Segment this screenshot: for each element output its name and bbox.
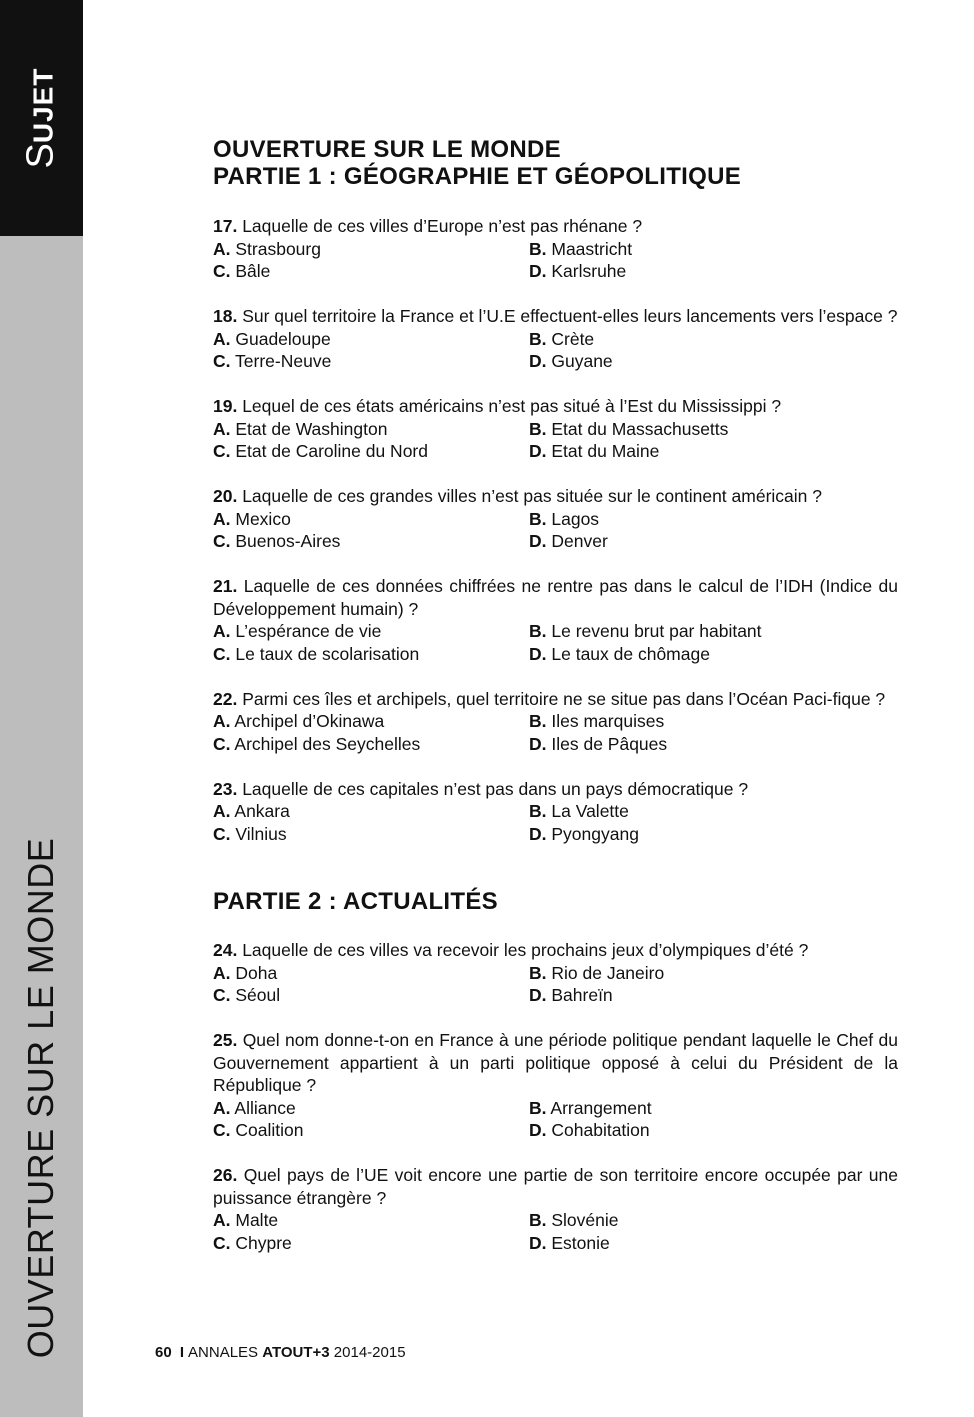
answer-letter: C. [213, 643, 231, 664]
answer-letter: C. [213, 733, 231, 754]
question-body: Sur quel territoire la France et l’U.E effectuent-elles leurs lancements vers l’espace ? [242, 306, 898, 326]
answer-option-d [529, 530, 898, 553]
sujet-label-rest: UJET [27, 67, 59, 144]
answer-option-d [529, 643, 898, 666]
answer-option-b [529, 1097, 898, 1120]
answer-letter: D. [529, 1120, 547, 1140]
answer-letter: C. [213, 441, 231, 461]
answer-letter: B. [529, 711, 547, 731]
answer-text: Guyane [551, 351, 613, 371]
answer-options [213, 620, 898, 665]
answer-letter: D. [529, 1232, 547, 1253]
answer-option-d [529, 260, 898, 283]
question-body: Laquelle de ces données chiffrées ne rentre pas dans le calcul de l’IDH (Indice du Développement humain) ? [213, 576, 898, 619]
answer-text: Ankara [234, 801, 290, 821]
answer-options [213, 238, 898, 283]
question-24 [213, 939, 898, 1007]
answer-text: Le taux de scolarisation [235, 643, 420, 664]
answer-option-c [213, 823, 529, 846]
answer-option-d [529, 1232, 898, 1255]
answer-option-b [529, 238, 898, 261]
answer-option-a [213, 710, 529, 733]
answer-letter: B. [529, 801, 547, 821]
answer-text: Alliance [234, 1097, 296, 1118]
question-20 [213, 485, 898, 553]
answer-letter: A. [213, 801, 231, 821]
answer-option-d [529, 984, 898, 1007]
answer-option-d [529, 823, 898, 846]
answer-option-a [213, 800, 529, 823]
answer-letter: C. [213, 823, 231, 844]
answer-letter: B. [529, 508, 547, 529]
question-number: 24. [213, 940, 238, 960]
question-19 [213, 395, 898, 463]
question-number: 21. [213, 576, 238, 596]
answer-letter: A. [213, 1097, 231, 1118]
vertical-section-title: OUVERTURE SUR LE MONDE [20, 837, 61, 1359]
answer-letter: C. [213, 985, 231, 1005]
answer-text: Karlsruhe [551, 261, 627, 281]
answer-option-a [213, 1097, 529, 1120]
question-body: Laquelle de ces grandes villes n’est pas située sur le continent américain ? [242, 486, 822, 506]
answer-text: Le revenu brut par habitant [551, 621, 762, 641]
question-text [213, 1164, 898, 1209]
question-number: 18. [213, 306, 238, 326]
question-body: Laquelle de ces villes d’Europe n’est pas rhénane ? [242, 216, 643, 236]
answer-text: Bâle [235, 261, 271, 281]
answer-text: Iles de Pâques [551, 733, 668, 754]
page-number: 60 [155, 1344, 172, 1361]
question-text [213, 1029, 898, 1097]
answer-text: Iles marquises [551, 711, 665, 731]
answer-options [213, 418, 898, 463]
answer-letter: C. [213, 1120, 231, 1140]
answer-option-c [213, 643, 529, 666]
answer-option-c [213, 530, 529, 553]
sujet-label-cap: S [19, 143, 62, 169]
answer-text: Lagos [551, 508, 600, 529]
answer-letter: A. [213, 238, 231, 259]
question-number: 17. [213, 216, 238, 236]
answer-text: Séoul [235, 985, 281, 1005]
answer-text: Buenos-Aires [235, 531, 341, 551]
question-number: 25. [213, 1030, 238, 1050]
question-17 [213, 215, 898, 283]
answer-option-c [213, 260, 529, 283]
answer-letter: C. [213, 261, 231, 281]
part1-question-list [213, 215, 898, 845]
page-footer [155, 1344, 406, 1362]
answer-options [213, 1097, 898, 1142]
answer-option-c [213, 733, 529, 756]
question-25 [213, 1029, 898, 1142]
answer-letter: B. [529, 418, 547, 439]
question-text [213, 575, 898, 620]
answer-text: Le taux de chômage [551, 643, 710, 664]
answer-text: Estonie [551, 1232, 610, 1253]
answer-letter: A. [213, 418, 231, 439]
question-number: 23. [213, 778, 238, 799]
answer-text: Pyongyang [551, 823, 639, 844]
question-21 [213, 575, 898, 665]
footer-separator: I [179, 1344, 185, 1361]
answer-text: Chypre [235, 1232, 292, 1253]
answer-letter: B. [529, 1097, 547, 1118]
answer-letter: A. [213, 711, 231, 731]
answer-option-b [529, 328, 898, 351]
answer-option-a [213, 328, 529, 351]
answer-options [213, 962, 898, 1007]
answer-letter: A. [213, 508, 231, 529]
answer-letter: D. [529, 985, 547, 1005]
page-heading [213, 136, 898, 190]
footer-brand: ATOUT+3 [262, 1344, 330, 1361]
answer-letter: A. [213, 621, 231, 641]
answer-text: Guadeloupe [235, 328, 331, 349]
question-number: 19. [213, 396, 238, 416]
answer-letter: D. [529, 643, 547, 664]
answer-text: Etat du Massachusetts [551, 418, 729, 439]
answer-option-d [529, 733, 898, 756]
answer-letter: D. [529, 261, 547, 281]
answer-text: Bahreïn [551, 985, 613, 1005]
question-body: Lequel de ces états américains n’est pas situé à l’Est du Mississippi ? [242, 396, 782, 416]
answer-option-b [529, 508, 898, 531]
answer-option-c [213, 440, 529, 463]
question-26 [213, 1164, 898, 1254]
sujet-label [20, 68, 63, 169]
answer-option-b [529, 418, 898, 441]
answer-text: Etat de Washington [235, 418, 388, 439]
footer-annales: ANNALES [188, 1344, 259, 1361]
answer-letter: D. [529, 351, 547, 371]
answer-text: Mexico [235, 508, 291, 529]
question-body: Laquelle de ces capitales n’est pas dans un pays démocratique ? [242, 778, 749, 799]
answer-text: Cohabitation [551, 1120, 650, 1140]
answer-option-a [213, 418, 529, 441]
answer-text: Doha [235, 962, 278, 983]
answer-option-c [213, 350, 529, 373]
question-body: Quel nom donne-t-on en France à une période politique pendant laquelle le Chef du Gouvernement appartient à un parti politique opposé à celui du Président de la République ? [213, 1030, 898, 1095]
part2-heading: PARTIE 2 : ACTUALITÉS [213, 888, 498, 915]
heading-line-2: PARTIE 1 : GÉOGRAPHIE ET GÉOPOLITIQUE [213, 163, 742, 190]
answer-letter: B. [529, 328, 547, 349]
answer-text: L’espérance de vie [235, 621, 382, 641]
footer-year: 2014-2015 [333, 1344, 406, 1361]
answer-option-c [213, 1232, 529, 1255]
answer-letter: B. [529, 1210, 547, 1230]
answer-options [213, 710, 898, 755]
answer-option-b [529, 620, 898, 643]
question-number: 20. [213, 486, 238, 506]
answer-option-a [213, 508, 529, 531]
question-number: 26. [213, 1165, 238, 1185]
answer-text: Arrangement [550, 1097, 652, 1118]
answer-option-a [213, 1209, 529, 1232]
answer-text: Crète [551, 328, 595, 349]
answer-option-b [529, 710, 898, 733]
question-text [213, 485, 898, 508]
answer-letter: C. [213, 351, 231, 371]
answer-option-a [213, 962, 529, 985]
answer-option-a [213, 238, 529, 261]
answer-letter: D. [529, 441, 547, 461]
answer-text: La Valette [551, 801, 629, 821]
question-text [213, 215, 898, 238]
answer-option-b [529, 800, 898, 823]
question-body: Quel pays de l’UE voit encore une partie de son territoire encore occupée par une puissance étrangère ? [213, 1165, 898, 1208]
question-18 [213, 305, 898, 373]
answer-letter: D. [529, 531, 547, 551]
answer-text: Denver [551, 531, 608, 551]
answer-letter: B. [529, 621, 547, 641]
answer-option-d [529, 1119, 898, 1142]
answer-option-a [213, 620, 529, 643]
answer-option-d [529, 350, 898, 373]
answer-option-b [529, 962, 898, 985]
answer-options [213, 1209, 898, 1254]
answer-text: Etat du Maine [551, 441, 660, 461]
answer-letter: C. [213, 1232, 231, 1253]
question-22 [213, 688, 898, 756]
main-content [213, 136, 898, 1277]
heading-line-1: OUVERTURE SUR LE MONDE [213, 136, 561, 163]
answer-letter: A. [213, 1210, 231, 1230]
answer-text: Terre-Neuve [235, 351, 332, 371]
answer-text: Archipel d’Okinawa [234, 711, 385, 731]
answer-letter: A. [213, 328, 231, 349]
answer-letter: B. [529, 238, 547, 259]
answer-option-c [213, 1119, 529, 1142]
answer-options [213, 800, 898, 845]
answer-letter: C. [213, 531, 231, 551]
answer-text: Maastricht [551, 238, 633, 259]
question-text [213, 305, 898, 328]
answer-text: Coalition [235, 1120, 304, 1140]
answer-letter: D. [529, 733, 547, 754]
answer-text: Rio de Janeiro [551, 962, 665, 983]
answer-option-d [529, 440, 898, 463]
answer-letter: A. [213, 962, 231, 983]
question-body: Laquelle de ces villes va recevoir les prochains jeux d’olympiques d’été ? [242, 940, 809, 960]
answer-letter: B. [529, 962, 547, 983]
answer-text: Archipel des Seychelles [234, 733, 421, 754]
answer-letter: D. [529, 823, 547, 844]
answer-text: Slovénie [551, 1210, 619, 1230]
question-text [213, 939, 898, 962]
question-text [213, 395, 898, 418]
question-23 [213, 778, 898, 846]
answer-option-b [529, 1209, 898, 1232]
answer-text: Strasbourg [235, 238, 321, 259]
question-body: Parmi ces îles et archipels, quel territoire ne se situe pas dans l’Océan Paci-fique ? [242, 688, 886, 709]
question-text [213, 778, 898, 801]
answer-option-c [213, 984, 529, 1007]
part2-question-list [213, 939, 898, 1254]
question-number: 22. [213, 688, 238, 709]
answer-text: Vilnius [235, 823, 287, 844]
answer-text: Etat de Caroline du Nord [235, 441, 428, 461]
answer-text: Malte [235, 1210, 279, 1230]
answer-options [213, 508, 898, 553]
question-text [213, 688, 898, 711]
answer-options [213, 328, 898, 373]
